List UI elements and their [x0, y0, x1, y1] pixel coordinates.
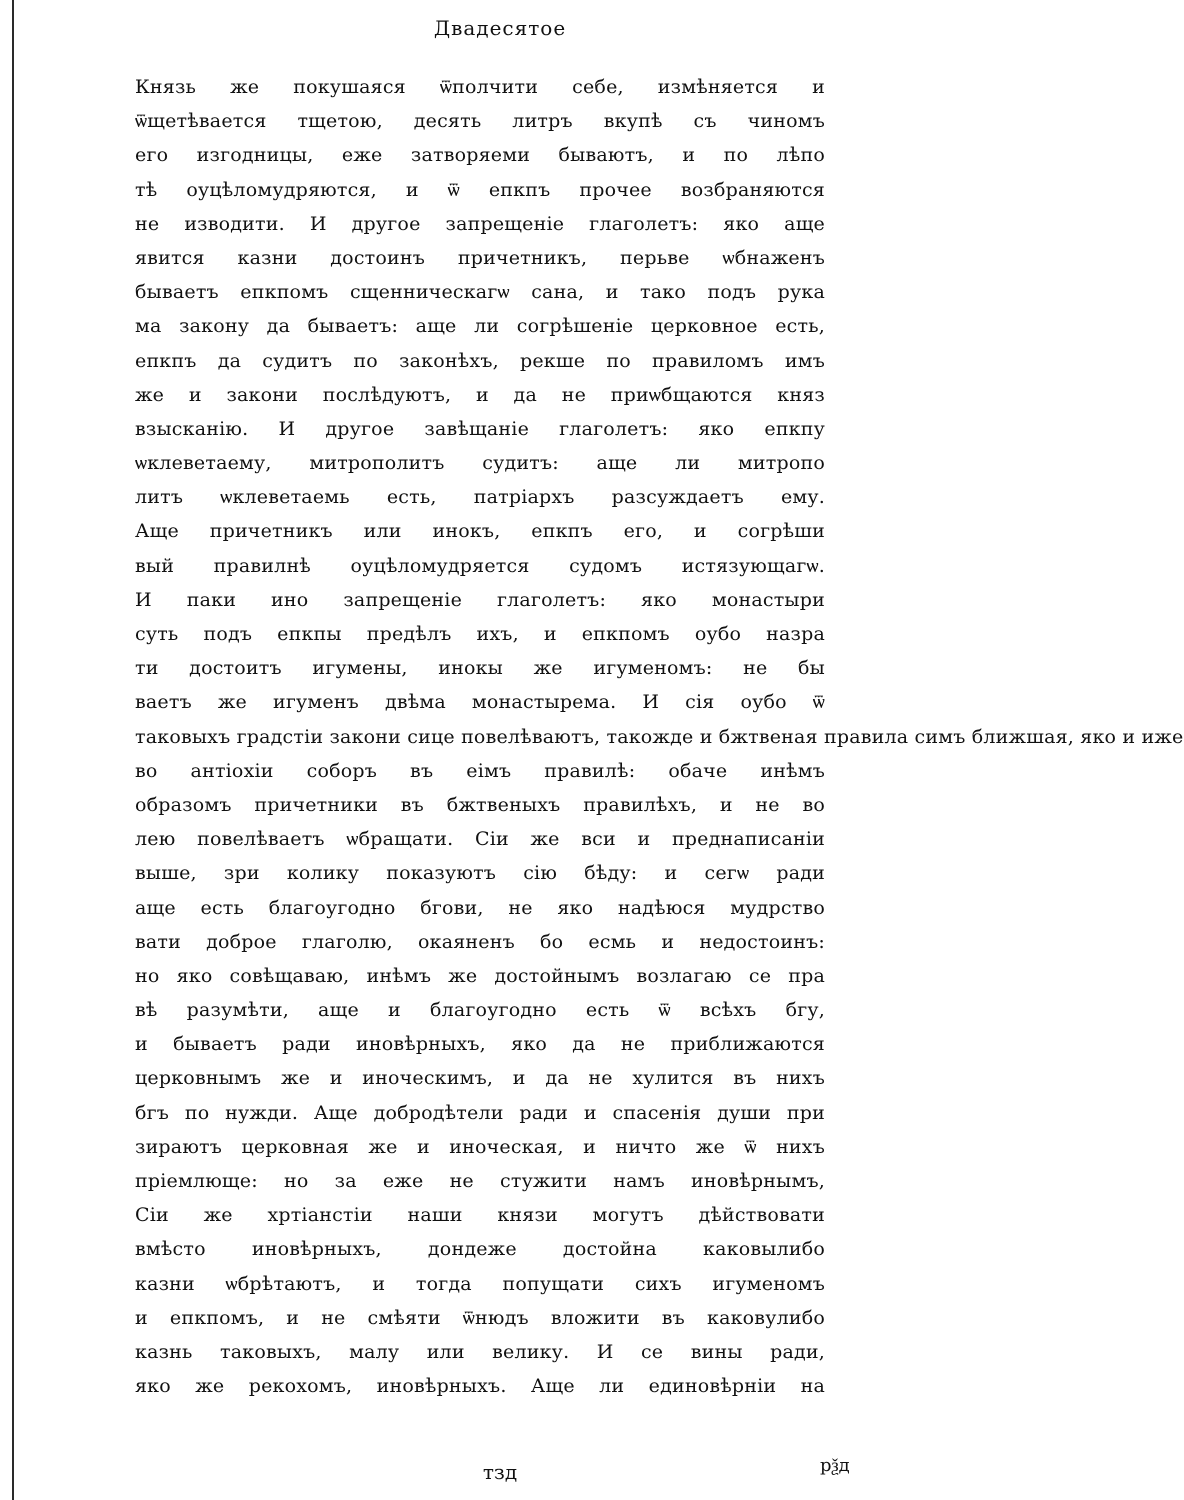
- text-line: пріемлюще: но за еже не стужити намъ иновѣрнымъ,: [135, 1170, 825, 1192]
- text-line: казни ѡбрѣтаютъ, и тогда попущати сихъ игуменомъ: [135, 1272, 825, 1295]
- text-line: лею повелѣваетъ ѡбращати. Сіи же вси и преднаписаніи: [135, 828, 825, 851]
- text-line: вый правилнѣ оуцѣломудряется судомъ истязующагѡ.: [135, 554, 825, 577]
- text-line: казнь таковыхъ, малу или велику. И се вины ради,: [135, 1340, 825, 1363]
- text-line: и епкпомъ, и не смѣяти ѿнюдъ вложити въ каковулибо: [135, 1306, 825, 1329]
- text-line: епкпъ да судитъ по законѣхъ, рекше по правиломъ имъ: [135, 349, 825, 372]
- text-line: аще есть благоугодно бгови, не яко надѣюся мудрство: [135, 896, 825, 919]
- text-line: не изводити. И другое запрещеніе глаголетъ: яко аще: [135, 212, 825, 235]
- text-line: выше, зри колику показуютъ сію бѣду: и сегѡ ради: [135, 862, 825, 885]
- text-line: Князь же покушаяся ѿполчити себе, измѣняется и: [135, 76, 825, 98]
- text-line: церковнымъ же и иноческимъ, и да не хулится въ нихъ: [135, 1067, 825, 1090]
- text-line: ѡклеветаему, митрополитъ судитъ: аще ли митропо: [135, 452, 825, 475]
- text-line: же и закони послѣдуютъ, и да не приѡбщаются княз: [135, 383, 825, 406]
- text-line: вѣ разумѣти, аще и благоугодно есть ѿ всѣхъ бгу,: [135, 999, 825, 1022]
- text-line: бгъ по нужди. Аще добродѣтели ради и спасенія души при: [135, 1101, 825, 1124]
- text-line: но яко совѣщаваю, инѣмъ же достойнымъ возлагаю се пра: [135, 964, 825, 987]
- text-line: образомъ причетники въ бжтвеныхъ правилѣхъ, и не во: [135, 793, 825, 816]
- text-line: тѣ оуцѣломудряются, и ѿ епкпъ прочее возбраняются: [135, 178, 825, 201]
- body-text: [135, 70, 1184, 1403]
- text-line: ма закону да бываетъ: аще ли согрѣшеніе церковное есть,: [135, 315, 825, 338]
- text-line: литъ ѡклеветаемь есть, патріархъ разсуждаетъ ему.: [135, 486, 825, 509]
- text-line: его изгодницы, еже затворяеми бываютъ, и по лѣпо: [135, 144, 825, 167]
- text-line: Сіи же хртіанстіи наши князи могутъ дѣйствовати: [135, 1204, 825, 1227]
- running-head: Двадесятое: [433, 16, 567, 40]
- text-line: суть подъ епкпы предѣлъ ихъ, и епкпомъ оубо назра: [135, 623, 825, 645]
- text-line: ти достоитъ игумены, инокы же игуменомъ: не бы: [135, 657, 825, 680]
- text-line: явится казни достоинъ причетникъ, перьве ѡбнаженъ: [135, 246, 825, 269]
- text-line: вати доброе глаголю, окаяненъ бо есмь и недостоинъ:: [135, 930, 825, 953]
- page-edge-rule: [12, 0, 14, 1500]
- text-line: во антіохіи соборъ въ еімъ правилѣ: обаче инѣмъ: [135, 759, 825, 782]
- text-line: яко же рекохомъ, иновѣрныхъ. Аще ли единовѣрніи на: [135, 1375, 825, 1398]
- folio-number: рѯд: [820, 1455, 850, 1476]
- text-line: ваетъ же игуменъ двѣма монастырема. И сія оубо ѿ: [135, 691, 825, 714]
- text-line: И паки ино запрещеніе глаголетъ: яко монастыри: [135, 588, 825, 611]
- page-number: тзд: [482, 1460, 518, 1484]
- text-line: взысканію. И другое завѣщаніе глаголетъ: яко епкпу: [135, 417, 825, 440]
- text-line: бываетъ епкпомъ сщенническагѡ сана, и тако подъ рука: [135, 281, 825, 304]
- text-line: Аще причетникъ или инокъ, епкпъ его, и согрѣши: [135, 520, 825, 543]
- text-line: и бываетъ ради иновѣрныхъ, яко да не приближаются: [135, 1033, 825, 1056]
- text-line: ѿщетѣвается тщетою, десять литръ вкупѣ съ чиномъ: [135, 110, 825, 133]
- text-line: таковыхъ градстіи закони сице повелѣваютъ, такожде и бжтвеная правила симъ ближшая, яко и иже: [135, 725, 1184, 748]
- text-line: зираютъ церковная же и иноческая, и ничто же ѿ нихъ: [135, 1135, 825, 1158]
- text-line: вмѣсто иновѣрныхъ, дондеже достойна каковылибо: [135, 1238, 825, 1261]
